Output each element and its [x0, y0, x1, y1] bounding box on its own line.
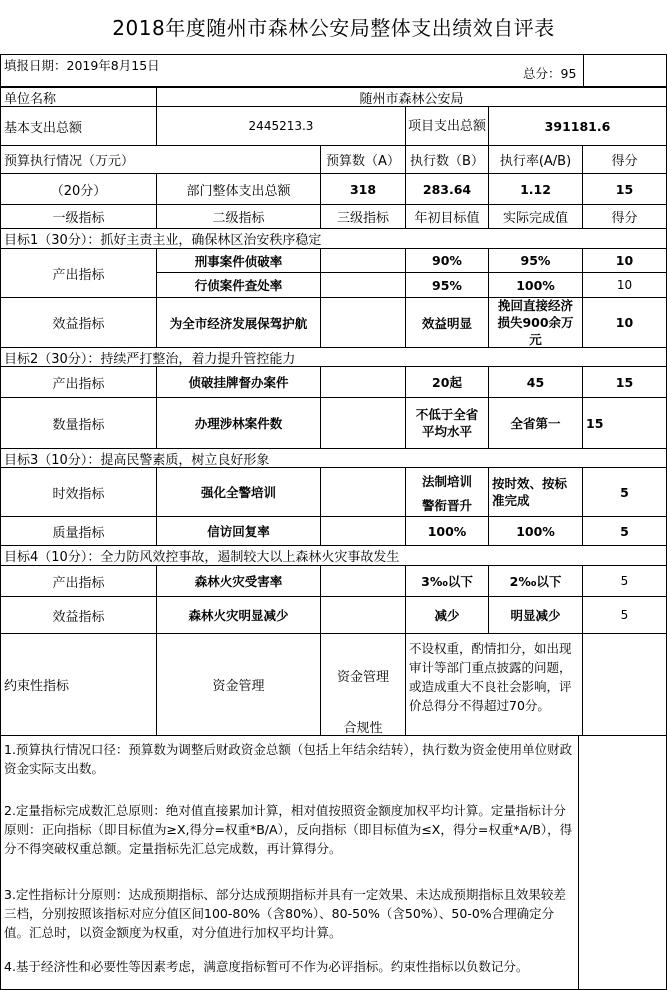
- constraint-l3-b: 合规性: [343, 720, 383, 736]
- constraint-l2: 资金管理: [156, 633, 321, 736]
- goal3-quality-label: 质量指标: [0, 516, 157, 546]
- unit-value: 随州市森林公安局: [156, 87, 667, 107]
- constraint-label: 约束性指标: [0, 633, 157, 736]
- goal3-r1-target: [405, 467, 489, 517]
- budget-amount: 318: [320, 173, 406, 205]
- total-score: 总分：95: [523, 66, 577, 81]
- goal2-r1-actual: 45: [488, 366, 583, 398]
- budget-header: 预算数（A）: [320, 145, 406, 174]
- goal1-output-label: 产出指标: [0, 248, 157, 298]
- goal1-r1-name: 刑事案件侦破率: [156, 248, 321, 273]
- goal4-r1-score: 5: [582, 565, 667, 597]
- budget-points: （20分）: [0, 173, 157, 205]
- goal1-r2-actual: 100%: [488, 272, 583, 298]
- goal4-r1-name: 森林火灾受害率: [156, 565, 321, 597]
- goal2-r1-target: 20起: [405, 366, 489, 398]
- goal1-r3-actual: 挽回直接经济损失900余万元: [488, 297, 583, 348]
- exec-header: 执行数（B）: [405, 145, 489, 174]
- project-value: 391181.6: [488, 106, 667, 146]
- unit-label: 单位名称: [0, 87, 157, 107]
- goal4-r1-actual: 2‰以下: [488, 565, 583, 597]
- goal3-timeliness-label: 时效指标: [0, 467, 157, 517]
- goal1-r2-target: 95%: [405, 272, 489, 298]
- report-date: 填报日期：2019年8月15日: [4, 58, 160, 73]
- goal1-r3-score: 10: [582, 297, 667, 348]
- col-level3: 三级指标: [320, 204, 406, 229]
- exec-rate: 1.12: [488, 173, 583, 205]
- goal1-title: 目标1（30分）：抓好主责主业，确保林区治安秩序稳定: [0, 228, 667, 249]
- project-label: 项目支出总额: [405, 106, 489, 146]
- goal2-r1-name: 侦破挂牌督办案件: [156, 366, 321, 398]
- goal3-r1-target-b: 警衔晋升: [421, 497, 472, 513]
- goal1-r3-name: 为全市经济发展保驾护航: [156, 297, 321, 348]
- note-2: 2.定量指标完成数汇总原则：绝对值直接累加计算，相对值按照资金额度加权平均计算。定量指标计分原则：正向指标（即目标值为≥X,得分=权重*B/A），反向指标（即目标值为≤X，得分=权重*A/B），得分不得突破权重总额。定量指标先汇总完成数，再计算得分。: [4, 803, 573, 856]
- goal1-r2-name: 行侦案件查处率: [156, 272, 321, 298]
- goal4-title: 目标4（10分）：全力防风效控事故，遏制较大以上森林火灾事故发生: [0, 545, 667, 566]
- goal3-r1-target-a: 法制培训: [421, 473, 472, 489]
- goal2-r2-target: 不低于全省平均水平: [405, 397, 489, 449]
- goal2-r2-actual: 全省第一: [488, 397, 583, 449]
- goal4-r2-actual: 明显减少: [488, 596, 583, 634]
- goal2-r2-name: 办理涉林案件数: [156, 397, 321, 449]
- goal4-r2-name: 森林火灾明显减少: [156, 596, 321, 634]
- goal3-r2-score: 5: [582, 516, 667, 546]
- goal4-r2-score: 5: [582, 596, 667, 634]
- goal2-r1-l3: [320, 366, 406, 398]
- goal3-title: 目标3（10分）：提高民警素质，树立良好形象: [0, 448, 667, 468]
- goal2-r2-l3: [320, 397, 406, 449]
- goal1-r2-score: 10: [582, 272, 667, 298]
- goal2-quantity-label: 数量指标: [0, 397, 157, 449]
- goal1-r3-l3: [320, 297, 406, 348]
- basic-label: 基本支出总额: [0, 106, 157, 146]
- goal2-output-label: 产出指标: [0, 366, 157, 398]
- goal3-r1-l3: [320, 467, 406, 517]
- goal3-r2-target: 100%: [405, 516, 489, 546]
- col-level2: 二级指标: [156, 204, 321, 229]
- goal3-r2-actual: 100%: [488, 516, 583, 546]
- goal2-r1-score: 15: [582, 366, 667, 398]
- note-1: 1.预算执行情况口径：预算数为调整后财政资金总额（包括上年结余结转），执行数为资金使用单位财政资金实际支出数。: [4, 742, 573, 776]
- budget-score: 15: [582, 173, 667, 205]
- goal3-r2-name: 信访回复率: [156, 516, 321, 546]
- goal1-r1-score: 10: [582, 248, 667, 273]
- col-score: 得分: [582, 204, 667, 229]
- page-title: 2018年度随州市森林公安局整体支出绩效自评表: [112, 16, 555, 40]
- goal3-r1-name: 强化全警培训: [156, 467, 321, 517]
- goal2-title: 目标2（30分）：持续严打整治，着力提升管控能力: [0, 347, 667, 367]
- divider: [583, 54, 584, 87]
- goal1-r2-l3: [320, 272, 406, 298]
- rate-header: 执行率(A/B): [488, 145, 583, 174]
- goal3-r1-score: 5: [582, 467, 667, 517]
- goal1-benefit-label: 效益指标: [0, 297, 157, 348]
- goal4-r2-l3: [320, 596, 406, 634]
- goal1-r1-l3: [320, 248, 406, 273]
- score-header: 得分: [582, 145, 667, 174]
- note-3: 3.定性指标计分原则：达成预期指标、部分达成预期指标并具有一定效果、未达成预期指标且效果较差三档，分别按照该指标对应分值区间100-80%（含80%）、80-50%（含50%）、50-0%合理确定分值。汇总时，以资金额度为权重，对分值进行加权平均计算。: [4, 887, 566, 940]
- goal1-r1-target: 90%: [405, 248, 489, 273]
- goal1-r3-target: 效益明显: [405, 297, 489, 348]
- col-target: 年初目标值: [405, 204, 489, 229]
- budget-label: 预算执行情况（万元）: [0, 145, 321, 174]
- goal3-r1-actual: 按时效、按标准完成: [488, 467, 583, 517]
- constraint-score: [582, 633, 667, 736]
- exec-amount: 283.64: [405, 173, 489, 205]
- note-4: 4.基于经济性和必要性等因素考虑，满意度指标暂可不作为必评指标。约束性指标以负数记分。: [4, 959, 529, 974]
- goal1-r1-actual: 95%: [488, 248, 583, 273]
- budget-item: 部门整体支出总额: [156, 173, 321, 205]
- goal4-benefit-label: 效益指标: [0, 596, 157, 634]
- constraint-l3-a: 资金管理: [336, 669, 389, 685]
- goal4-r2-target: 减少: [405, 596, 489, 634]
- goal4-output-label: 产出指标: [0, 565, 157, 597]
- constraint-text: 不设权重，酌情扣分，如出现审计等部门重点披露的问题，或造成重大不良社会影响，评价总得分不得超过70分。: [405, 633, 583, 736]
- col-actual: 实际完成值: [488, 204, 583, 229]
- goal4-r1-target: 3‰以下: [405, 565, 489, 597]
- goal4-r1-l3: [320, 565, 406, 597]
- goal3-r2-l3: [320, 516, 406, 546]
- col-level1: 一级指标: [0, 204, 157, 229]
- constraint-l3: [320, 633, 406, 736]
- basic-value: 2445213.3: [156, 106, 406, 146]
- goal2-r2-score: 15: [582, 397, 667, 449]
